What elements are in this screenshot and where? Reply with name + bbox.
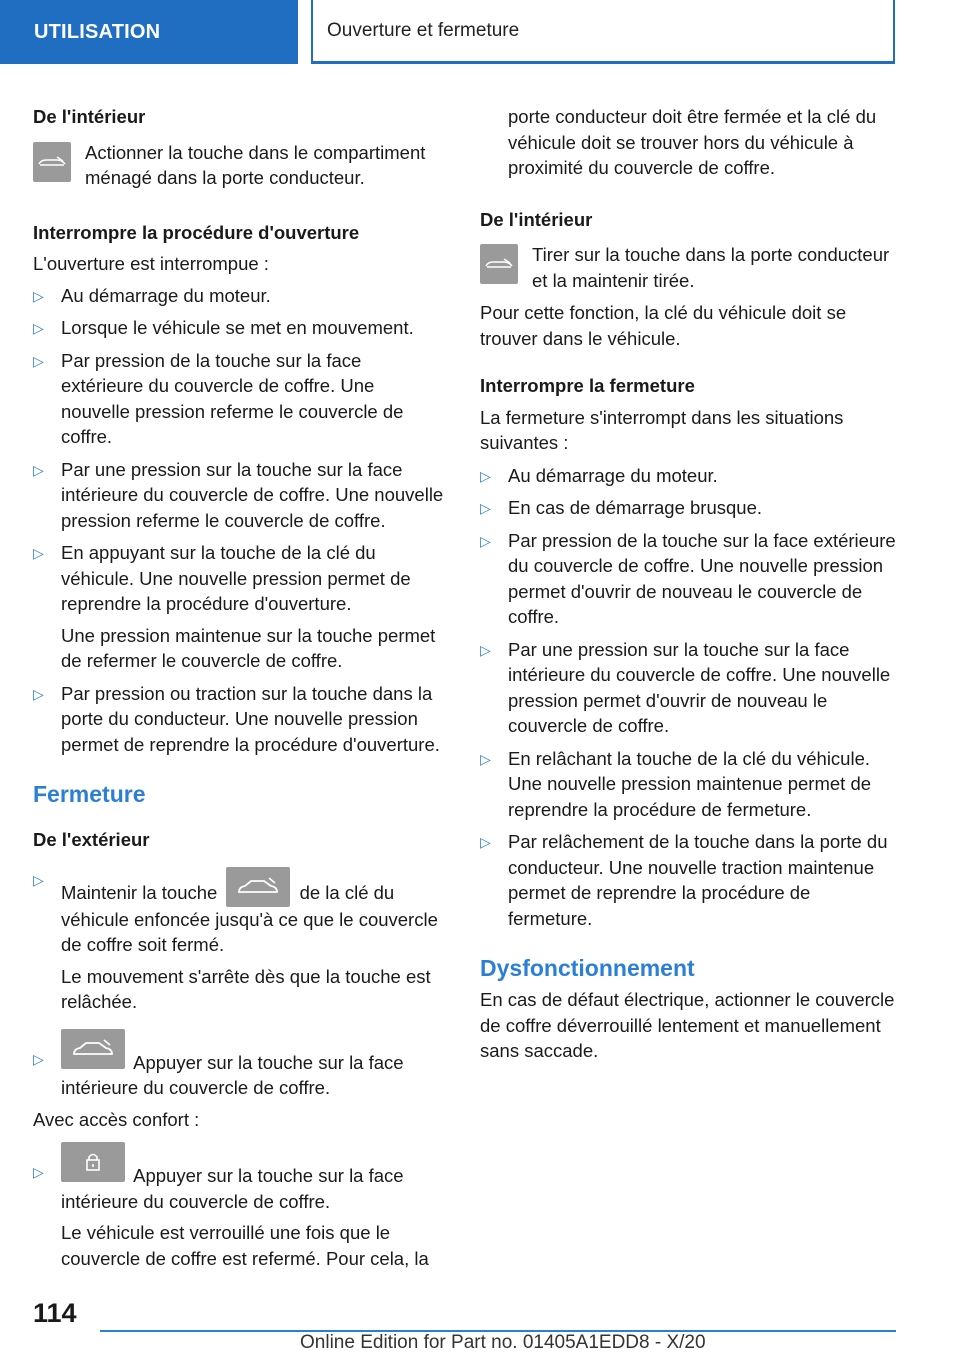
page-number: 114 — [33, 1298, 77, 1328]
list-item: ▷ En cas de démarrage brusque. — [480, 497, 763, 518]
interior-text: Tirer sur la touche dans la porte conducteur et la maintenir tirée. — [532, 244, 890, 291]
right-column — [480, 104, 896, 1064]
comfort-list — [33, 1142, 448, 1271]
edition-text: Online Edition for Part no. 01405A1EDD8 - X/20 — [300, 1332, 706, 1353]
interior-heading: De l'intérieur — [33, 106, 146, 127]
list-item: ▷ Appuyer sur la touche sur la face intérieure du couvercle de coffre. — [33, 1029, 448, 1101]
list-item: ▷ Maintenir la touche de la clé du véhicule enfoncée jusqu'à ce que le couvercle de coffre soit fermé. Le mouvement s'arrête dès que la touche est relâchée. — [33, 867, 448, 1015]
list-item-note: Le véhicule est verrouillé une fois que le couvercle de coffre est refermé. Pour cela, la — [61, 1222, 429, 1269]
list-item: ▷ Appuyer sur la touche sur la face intérieure du couvercle de coffre. Le véhicule est verrouillé une fois que le couvercle de coffre est refermé. Pour cela, la — [33, 1142, 448, 1271]
closing-heading: Fermeture — [33, 781, 146, 807]
interrupt-opening-intro: L'ouverture est interrompue : — [33, 253, 269, 274]
left-column — [33, 104, 448, 1271]
interrupt-opening-heading: Interrompre la procédure d'ouverture — [33, 221, 360, 243]
list-item: ▷ Par pression de la touche sur la face extérieure du couvercle de coffre. Une nouvelle pression referme le couvercle de coffre. — [33, 349, 404, 447]
closing-list — [33, 867, 448, 1101]
trunk-button-icon — [480, 244, 518, 284]
list-item: ▷ En relâchant la touche de la clé du véhicule. Une nouvelle pression maintenue permet de reprendre la procédure de fermeture. — [480, 747, 872, 820]
interrupt-closing-heading: Interrompre la fermeture — [480, 375, 695, 396]
list-item: ▷ Par relâchement de la touche dans la porte du conducteur. Une nouvelle traction maintenue permet de reprendre la procédure de fermeture. — [480, 831, 888, 929]
interior-instruction — [480, 242, 896, 294]
list-item-note: Le mouvement s'arrête dès que la touche est relâchée. — [61, 965, 431, 1012]
lock-icon — [61, 1142, 125, 1182]
list-item: ▷ Par pression ou traction sur la touche dans la porte du conducteur. Une nouvelle pression permet de reprendre la procédure d'ouverture. — [33, 682, 440, 755]
interior-heading: De l'intérieur — [480, 208, 593, 230]
list-item: ▷ Par une pression sur la touche sur la face intérieure du couvercle de coffre. Une nouvelle pression referme le couvercle de coffre. — [33, 458, 444, 531]
interrupt-closing-intro: La fermeture s'interrompt dans les situations suivantes : — [480, 406, 844, 453]
section-tab: UTILISATION — [0, 0, 298, 64]
list-item: ▷ Au démarrage du moteur. — [480, 464, 718, 486]
list-item: ▷ En appuyant sur la touche de la clé du véhicule. Une nouvelle pression permet de reprendre la procédure d'ouverture. Une pression maintenue sur la touche permet de refermer le couvercle de coffre. — [33, 540, 448, 674]
key-inside-text: Pour cette fonction, la clé du véhicule doit se trouver dans le véhicule. — [480, 302, 847, 349]
list-item: ▷ Par une pression sur la touche sur la face intérieure du couvercle de coffre. Une nouvelle pression permet d'ouvrir de nouveau le couvercle de coffre. — [480, 638, 891, 736]
car-trunk-icon — [226, 867, 290, 907]
continued-text: porte conducteur doit être fermée et la clé du véhicule doit se trouver hors du véhicule à proximité du couvercle de coffre. — [508, 106, 877, 178]
car-trunk-icon — [61, 1029, 125, 1069]
list-item-note: Une pression maintenue sur la touche permet de refermer le couvercle de coffre. — [61, 624, 436, 671]
interrupt-opening-list — [33, 283, 448, 758]
list-item: ▷ Par pression de la touche sur la face extérieure du couvercle de coffre. Une nouvelle pression permet d'ouvrir de nouveau le couvercle de coffre. — [480, 529, 896, 627]
exterior-heading: De l'extérieur — [33, 829, 150, 850]
malfunction-text: En cas de défaut électrique, actionner le couvercle de coffre déverrouillé lentement et manuellement sans saccade. — [480, 989, 895, 1061]
page-header — [0, 0, 960, 66]
trunk-button-icon — [33, 142, 71, 182]
chapter-title: Ouverture et fermeture — [311, 0, 895, 64]
list-item: ▷ Au démarrage du moteur. — [33, 284, 271, 306]
malfunction-heading: Dysfonctionnement — [480, 955, 695, 981]
interior-text: Actionner la touche dans le compartiment ménagé dans la porte conducteur. — [85, 141, 426, 188]
interrupt-closing-list — [480, 463, 896, 932]
interior-instruction — [33, 140, 448, 192]
comfort-access-intro: Avec accès confort : — [33, 1108, 200, 1130]
list-item: ▷ Lorsque le véhicule se met en mouvement. — [33, 317, 414, 338]
